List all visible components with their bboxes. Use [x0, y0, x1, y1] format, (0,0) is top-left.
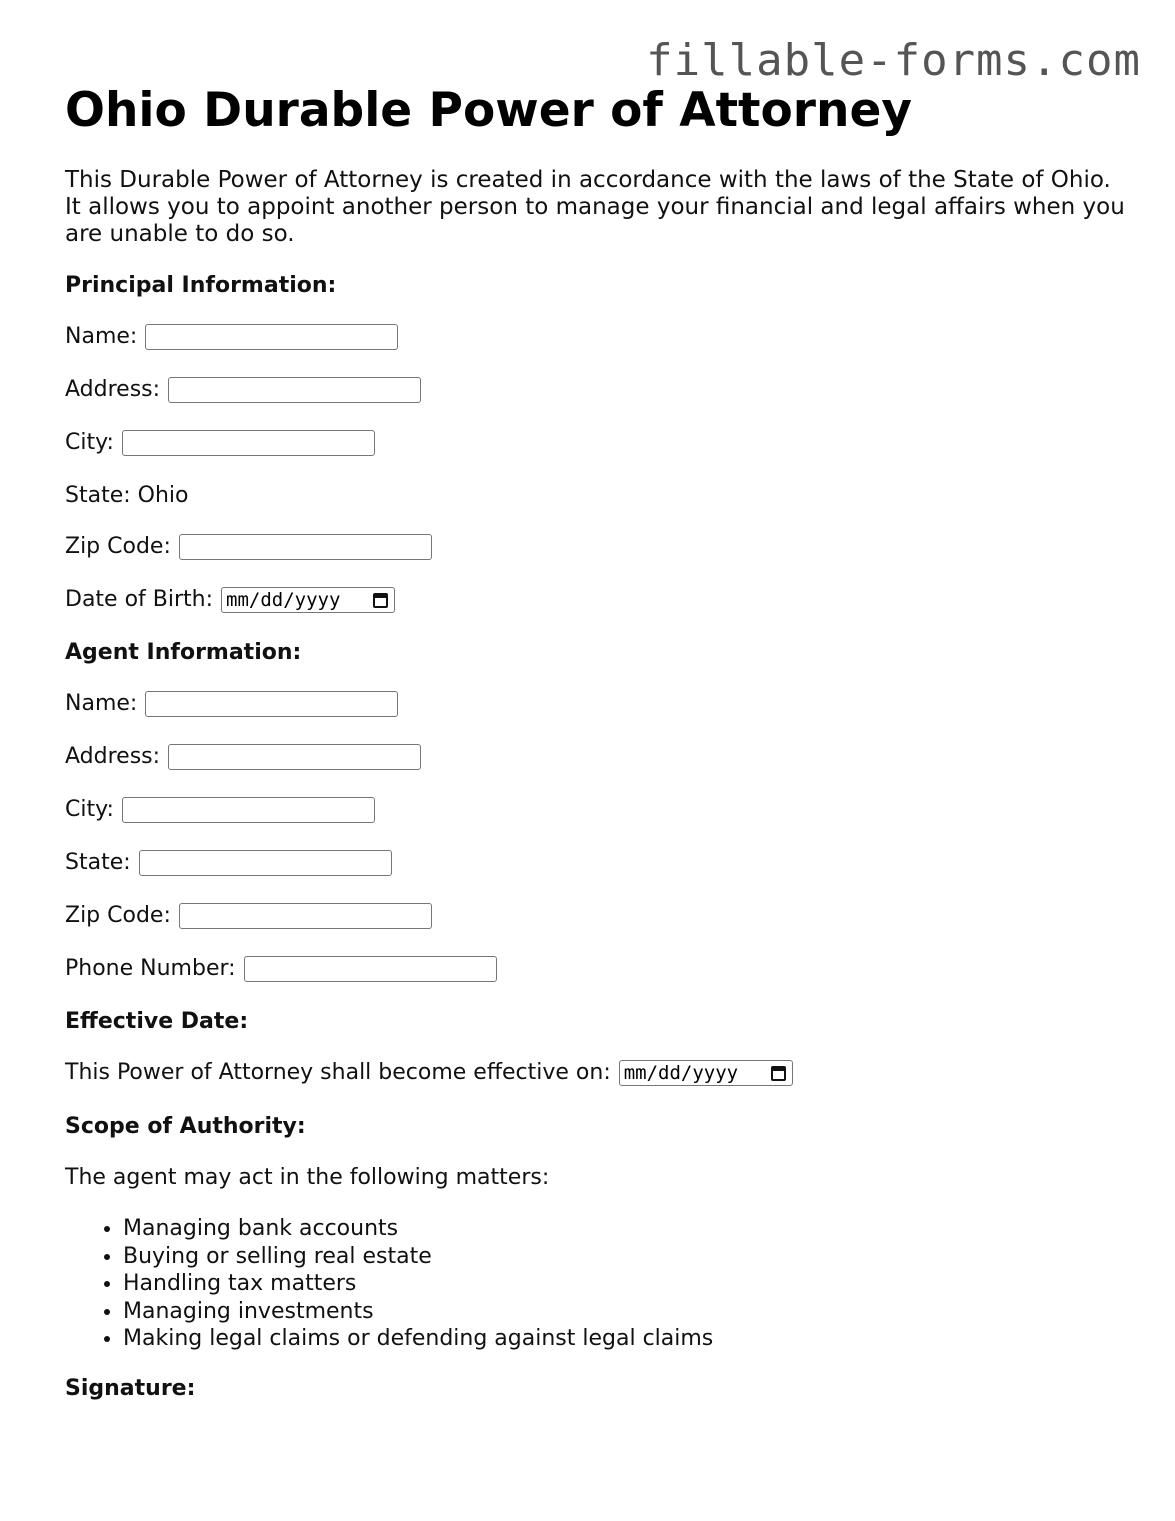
principal-state-text: State: Ohio — [65, 483, 189, 508]
scope-section — [65, 1112, 1125, 1353]
list-item: • Managing investments — [123, 1298, 1125, 1326]
agent-state-label: State: — [65, 850, 131, 875]
principal-name-label: Name: — [65, 324, 138, 349]
form-page — [65, 80, 1125, 1404]
agent-name-label: Name: — [65, 691, 138, 716]
scope-intro: The agent may act in the following matters: — [65, 1165, 550, 1190]
principal-city-label: City: — [65, 430, 114, 455]
principal-section — [65, 271, 1125, 615]
agent-city-label: City: — [65, 797, 114, 822]
site-watermark: fillable-forms.com — [646, 35, 1141, 86]
list-item: • Managing bank accounts — [123, 1215, 1125, 1243]
principal-name-input[interactable] — [145, 324, 398, 350]
calendar-icon[interactable] — [771, 1066, 786, 1081]
effective-heading: Effective Date: — [65, 1009, 249, 1034]
agent-state-row — [65, 848, 1125, 878]
principal-heading: Principal Information: — [65, 273, 337, 298]
principal-name-row — [65, 322, 1125, 352]
effective-date-label: This Power of Attorney shall become effective on: — [65, 1060, 611, 1085]
principal-city-input[interactable] — [122, 430, 375, 456]
principal-zip-label: Zip Code: — [65, 534, 171, 559]
list-item: • Making legal claims or defending against legal claims — [123, 1325, 1125, 1353]
agent-city-row — [65, 795, 1125, 825]
scope-list — [65, 1215, 1125, 1353]
agent-heading: Agent Information: — [65, 640, 302, 665]
intro-paragraph: This Durable Power of Attorney is created in accordance with the laws of the State of Ohio. It allows you to appoint another person to manage your financial and legal affairs when you are unable to do so. — [65, 167, 1125, 247]
agent-zip-label: Zip Code: — [65, 903, 171, 928]
agent-section — [65, 638, 1125, 984]
agent-address-row — [65, 742, 1125, 772]
principal-address-input[interactable] — [168, 377, 421, 403]
principal-dob-row — [65, 585, 1125, 615]
scope-heading: Scope of Authority: — [65, 1114, 306, 1139]
principal-zip-row — [65, 532, 1125, 562]
list-item: • Handling tax matters — [123, 1270, 1125, 1298]
effective-date-row — [65, 1058, 1125, 1088]
list-item: • Buying or selling real estate — [123, 1243, 1125, 1271]
agent-address-input[interactable] — [168, 744, 421, 770]
effective-date-input[interactable] — [619, 1060, 793, 1086]
agent-zip-row — [65, 901, 1125, 931]
signature-section — [65, 1374, 1125, 1404]
agent-phone-row — [65, 954, 1125, 984]
principal-city-row — [65, 428, 1125, 458]
agent-phone-label: Phone Number: — [65, 956, 236, 981]
agent-zip-input[interactable] — [179, 903, 432, 929]
principal-dob-label: Date of Birth: — [65, 587, 214, 612]
signature-heading: Signature: — [65, 1375, 196, 1401]
effective-date-placeholder: mm/dd/yyyy — [623, 1062, 739, 1084]
principal-dob-input[interactable] — [221, 587, 395, 613]
principal-zip-input[interactable] — [179, 534, 432, 560]
agent-name-row — [65, 689, 1125, 719]
agent-name-input[interactable] — [145, 691, 398, 717]
agent-phone-input[interactable] — [244, 956, 497, 982]
principal-dob-placeholder: mm/dd/yyyy — [226, 589, 341, 611]
principal-state-row — [65, 481, 1125, 511]
agent-city-input[interactable] — [122, 797, 375, 823]
agent-state-input[interactable] — [139, 850, 392, 876]
agent-address-label: Address: — [65, 744, 161, 769]
principal-address-label: Address: — [65, 377, 161, 402]
page-title: Ohio Durable Power of Attorney — [65, 83, 912, 138]
principal-address-row — [65, 375, 1125, 405]
calendar-icon[interactable] — [373, 593, 388, 608]
effective-section — [65, 1007, 1125, 1088]
